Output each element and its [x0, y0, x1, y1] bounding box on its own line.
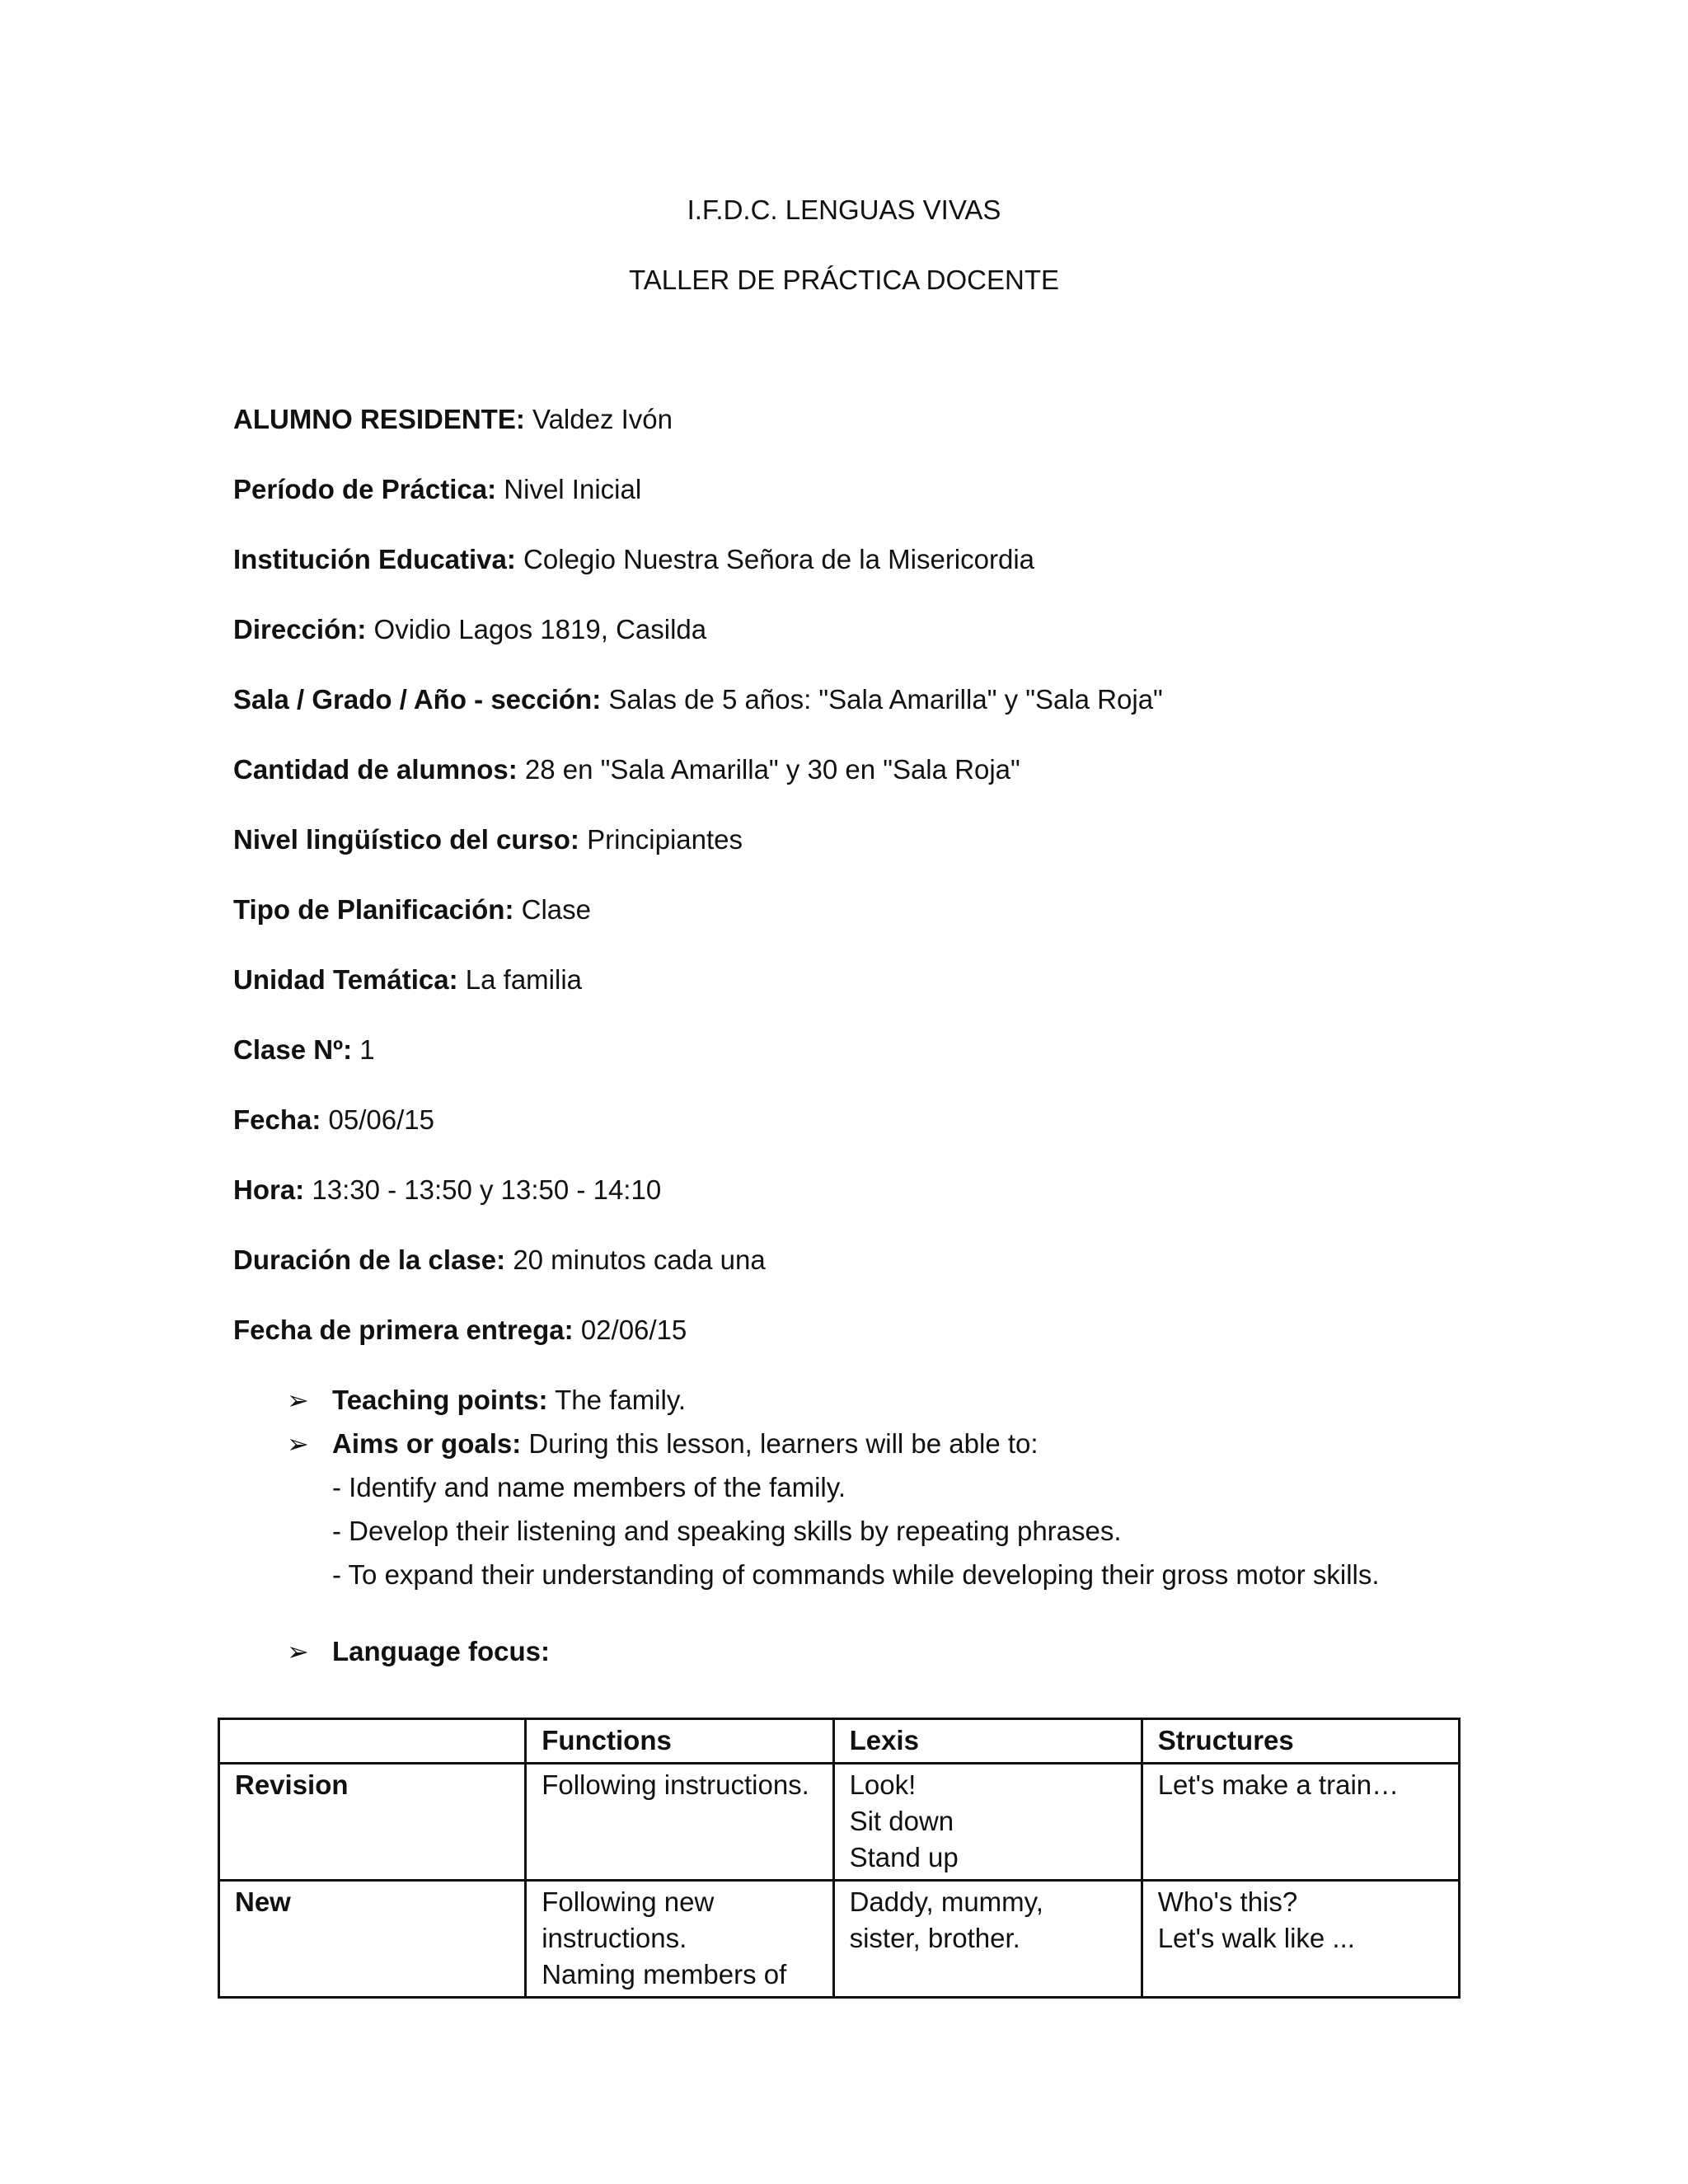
table-header-cell: Structures — [1142, 1719, 1459, 1764]
aim-line: - Identify and name members of the family. — [332, 1472, 846, 1502]
field-alumno — [233, 404, 673, 435]
cell-line: sister, brother. — [849, 1923, 1020, 1953]
field-label: Tipo de Planificación: — [233, 894, 514, 925]
field-value: 13:30 - 13:50 y 13:50 - 14:10 — [312, 1174, 662, 1205]
field-value: Nivel Inicial — [504, 474, 642, 504]
field-label: Hora: — [233, 1174, 305, 1205]
row-label: Revision — [219, 1764, 526, 1881]
cell-line: Let's make a train… — [1157, 1769, 1400, 1800]
lexis-cell — [833, 1764, 1142, 1881]
field-label: Nivel lingüístico del curso: — [233, 824, 579, 855]
field-label: Institución Educativa: — [233, 544, 516, 574]
field-value: Principiantes — [587, 824, 743, 855]
cell-line: Sit down — [849, 1806, 954, 1836]
table-row — [219, 1881, 1460, 1998]
field-value: 1 — [359, 1034, 375, 1065]
field-institucion — [233, 544, 1034, 575]
aims-item — [287, 1428, 1039, 1460]
field-tipo — [233, 894, 591, 926]
cell-line: Naming members of — [542, 1959, 787, 1990]
cell-line: Following instructions. — [542, 1769, 809, 1800]
aims-label: Aims or goals: — [332, 1428, 522, 1459]
field-hora — [233, 1174, 661, 1206]
cell-line: Daddy, mummy, — [849, 1886, 1043, 1917]
teaching-points-label: Teaching points: — [332, 1385, 548, 1415]
cell-line: Following new — [542, 1886, 715, 1917]
field-clase — [233, 1034, 375, 1066]
lexis-cell — [833, 1881, 1142, 1998]
field-fecha — [233, 1104, 434, 1136]
language-focus-table — [218, 1718, 1461, 1999]
field-duracion — [233, 1244, 766, 1276]
field-label: Dirección: — [233, 614, 367, 644]
field-value: Clase — [521, 894, 591, 925]
field-label: Sala / Grado / Año - sección: — [233, 684, 602, 715]
structures-cell — [1142, 1764, 1459, 1881]
table-row — [219, 1764, 1460, 1881]
functions-cell — [526, 1764, 833, 1881]
institution-title: I.F.D.C. LENGUAS VIVAS — [687, 194, 1001, 225]
field-value: Colegio Nuestra Señora de la Misericordia — [523, 544, 1035, 574]
functions-cell — [526, 1881, 833, 1998]
teaching-points-value: The family. — [555, 1385, 687, 1415]
cell-line: instructions. — [542, 1923, 687, 1953]
aim-line: - To expand their understanding of commands while developing their gross motor skills. — [332, 1559, 1380, 1590]
field-value: Valdez Ivón — [532, 404, 673, 434]
field-direccion — [233, 614, 706, 645]
arrow-bullet-icon: ➢ — [287, 1637, 309, 1666]
field-label: Unidad Temática: — [233, 964, 458, 995]
field-label: Duración de la clase: — [233, 1244, 506, 1275]
field-value: 02/06/15 — [580, 1315, 687, 1345]
table-header-cell: Lexis — [833, 1719, 1142, 1764]
field-value: 20 minutos cada una — [513, 1244, 766, 1275]
cell-line: Stand up — [849, 1842, 959, 1872]
field-label: ALUMNO RESIDENTE: — [233, 404, 525, 434]
field-value: 28 en "Sala Amarilla" y 30 en "Sala Roja" — [524, 754, 1020, 785]
field-value: Ovidio Lagos 1819, Casilda — [373, 614, 707, 644]
field-periodo — [233, 474, 641, 505]
cell-line: Look! — [849, 1769, 917, 1800]
language-focus-item — [287, 1636, 550, 1667]
field-unidad — [233, 964, 582, 996]
language-focus-label: Language focus: — [332, 1636, 551, 1666]
aims-value: During this lesson, learners will be able to: — [528, 1428, 1039, 1459]
field-cantidad — [233, 754, 1020, 785]
cell-line: Who's this? — [1157, 1886, 1298, 1917]
field-value: 05/06/15 — [328, 1104, 435, 1135]
table-header-row — [219, 1719, 1460, 1764]
field-label: Cantidad de alumnos: — [233, 754, 518, 785]
cell-line: Let's walk like ... — [1157, 1923, 1355, 1953]
arrow-bullet-icon: ➢ — [287, 1385, 309, 1415]
field-fecha-entrega — [233, 1315, 687, 1346]
row-label: New — [219, 1881, 526, 1998]
field-nivel — [233, 824, 743, 855]
field-label: Período de Práctica: — [233, 474, 497, 504]
aim-line: - Develop their listening and speaking skills by repeating phrases. — [332, 1516, 1122, 1546]
table-header-cell — [219, 1719, 526, 1764]
course-title: TALLER DE PRÁCTICA DOCENTE — [629, 265, 1059, 295]
field-label: Fecha de primera entrega: — [233, 1315, 574, 1345]
field-value: Salas de 5 años: "Sala Amarilla" y "Sala Roja" — [608, 684, 1163, 715]
field-sala — [233, 684, 1163, 715]
field-label: Fecha: — [233, 1104, 321, 1135]
teaching-points-item — [287, 1385, 686, 1416]
field-value: La familia — [465, 964, 583, 995]
table-header-cell: Functions — [526, 1719, 833, 1764]
field-label: Clase Nº: — [233, 1034, 353, 1065]
structures-cell — [1142, 1881, 1459, 1998]
arrow-bullet-icon: ➢ — [287, 1429, 309, 1459]
